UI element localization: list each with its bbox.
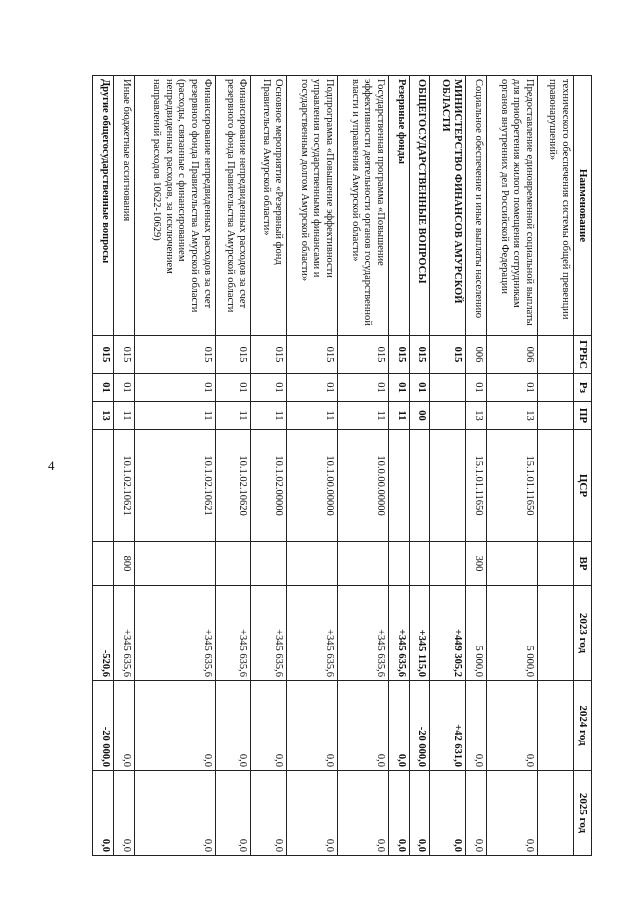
cell-y2023: +345 635,6 <box>287 586 338 681</box>
cell-y2025: 0,0 <box>251 771 287 856</box>
cell-grbs: 015 <box>287 336 338 374</box>
cell-y2023: +345 635,6 <box>215 586 251 681</box>
table-header-row <box>573 76 591 856</box>
cell-y2025: 0,0 <box>337 771 388 856</box>
cell-y2023 <box>537 586 573 681</box>
cell-y2023: 5 000,0 <box>466 586 487 681</box>
table-row <box>537 76 573 856</box>
cell-y2024: 0,0 <box>215 681 251 771</box>
cell-vr <box>430 542 466 586</box>
cell-vr <box>251 542 287 586</box>
cell-pr: 11 <box>337 402 388 430</box>
cell-name: Государственная программа «Повышение эффективности деятельности органов государственной власти и управления Амурской области» <box>337 76 388 336</box>
cell-y2023: +345 635,6 <box>134 586 215 681</box>
cell-name: Иные бюджетные ассигнования <box>113 76 134 336</box>
cell-grbs: 015 <box>337 336 388 374</box>
cell-grbs: 015 <box>388 336 409 374</box>
cell-pr: 13 <box>93 402 114 430</box>
cell-vr <box>409 542 430 586</box>
cell-csr <box>409 430 430 542</box>
cell-y2024: 0,0 <box>287 681 338 771</box>
cell-y2023: +345 115,0 <box>409 586 430 681</box>
table-row <box>215 76 251 856</box>
cell-csr: 10.1.02.10621 <box>134 430 215 542</box>
cell-y2025 <box>537 771 573 856</box>
cell-csr: 10.1.02.10621 <box>113 430 134 542</box>
cell-csr: 10.1.00.00000 <box>287 430 338 542</box>
cell-grbs: 015 <box>113 336 134 374</box>
cell-y2024: 0,0 <box>466 681 487 771</box>
cell-name: технического обеспечения системы общей превенции правонарушений» <box>537 76 573 336</box>
cell-y2023: +449 305,2 <box>430 586 466 681</box>
cell-vr <box>215 542 251 586</box>
cell-y2023: 5 000,0 <box>487 586 538 681</box>
cell-y2024: -20 000,0 <box>409 681 430 771</box>
cell-y2023: +345 635,6 <box>251 586 287 681</box>
table-body <box>93 76 574 856</box>
cell-y2025: 0,0 <box>113 771 134 856</box>
cell-grbs <box>537 336 573 374</box>
cell-y2024: 0,0 <box>337 681 388 771</box>
cell-y2025: 0,0 <box>430 771 466 856</box>
cell-pr: 11 <box>134 402 215 430</box>
cell-y2024: 0,0 <box>134 681 215 771</box>
header-2025: 2025 год <box>573 771 591 856</box>
cell-y2024: 0,0 <box>487 681 538 771</box>
cell-pr: 11 <box>113 402 134 430</box>
cell-y2025: 0,0 <box>134 771 215 856</box>
cell-y2025: 0,0 <box>388 771 409 856</box>
header-name: Наименование <box>573 76 591 336</box>
cell-rz: 01 <box>337 374 388 402</box>
cell-rz: 01 <box>287 374 338 402</box>
cell-y2025: 0,0 <box>215 771 251 856</box>
header-vr: ВР <box>573 542 591 586</box>
cell-y2025: 0,0 <box>93 771 114 856</box>
table-row <box>430 76 466 856</box>
cell-csr <box>430 430 466 542</box>
table-row <box>287 76 338 856</box>
cell-grbs: 015 <box>134 336 215 374</box>
cell-pr: 11 <box>388 402 409 430</box>
cell-name: Резервные фонды <box>388 76 409 336</box>
cell-csr: 10.1.02.00000 <box>251 430 287 542</box>
cell-y2024 <box>537 681 573 771</box>
cell-rz: 01 <box>388 374 409 402</box>
cell-name: Основное мероприятие «Резервный фонд Правительства Амурской области» <box>251 76 287 336</box>
budget-table <box>92 75 592 856</box>
cell-rz <box>430 374 466 402</box>
cell-grbs: 006 <box>487 336 538 374</box>
cell-csr: 15.1.01.11650 <box>466 430 487 542</box>
cell-rz: 01 <box>487 374 538 402</box>
cell-y2025: 0,0 <box>287 771 338 856</box>
cell-grbs: 015 <box>409 336 430 374</box>
cell-y2024: +42 631,0 <box>430 681 466 771</box>
cell-csr: 15.1.01.11650 <box>487 430 538 542</box>
header-grbs: ГРБС <box>573 336 591 374</box>
table-row <box>409 76 430 856</box>
cell-y2023: +345 635,6 <box>388 586 409 681</box>
cell-name: Финансирование непредвиденных расходов за счет резервного фонда Правительства Амурской области <box>215 76 251 336</box>
cell-y2024: 0,0 <box>113 681 134 771</box>
cell-rz: 01 <box>215 374 251 402</box>
header-2023: 2023 год <box>573 586 591 681</box>
cell-pr: 11 <box>251 402 287 430</box>
cell-csr <box>537 430 573 542</box>
header-2024: 2024 год <box>573 681 591 771</box>
cell-y2024: 0,0 <box>388 681 409 771</box>
cell-pr: 00 <box>409 402 430 430</box>
cell-vr <box>487 542 538 586</box>
cell-vr <box>134 542 215 586</box>
cell-name: Подпрограмма «Повышение эффективности управления государственными финансами и государственным долгом Амурской области» <box>287 76 338 336</box>
cell-pr: 11 <box>215 402 251 430</box>
cell-vr <box>388 542 409 586</box>
cell-vr <box>93 542 114 586</box>
cell-vr <box>287 542 338 586</box>
table-row <box>134 76 215 856</box>
cell-csr: 10.0.00.00000 <box>337 430 388 542</box>
cell-y2025: 0,0 <box>466 771 487 856</box>
table-row <box>388 76 409 856</box>
header-pr: ПР <box>573 402 591 430</box>
table-row <box>251 76 287 856</box>
cell-vr: 300 <box>466 542 487 586</box>
cell-y2023: +345 635,6 <box>337 586 388 681</box>
header-rz: Рз <box>573 374 591 402</box>
cell-grbs: 015 <box>215 336 251 374</box>
cell-grbs: 015 <box>430 336 466 374</box>
cell-pr <box>537 402 573 430</box>
cell-name: Финансирование непредвиденных расходов за счет резервного фонда Правительства Амурской области (расходы, связанные с финансированием непредвиденных расходов, за исключением направлений расходов 10622-10629) <box>134 76 215 336</box>
cell-y2023: +345 635,6 <box>113 586 134 681</box>
cell-pr: 13 <box>487 402 538 430</box>
rotated-page-content <box>92 75 592 855</box>
cell-rz: 01 <box>113 374 134 402</box>
cell-y2025: 0,0 <box>409 771 430 856</box>
cell-pr: 13 <box>466 402 487 430</box>
cell-vr <box>337 542 388 586</box>
cell-pr: 11 <box>287 402 338 430</box>
cell-y2025: 0,0 <box>487 771 538 856</box>
table-row <box>487 76 538 856</box>
cell-vr: 800 <box>113 542 134 586</box>
table-row <box>466 76 487 856</box>
header-csr: ЦСР <box>573 430 591 542</box>
cell-csr <box>93 430 114 542</box>
cell-csr: 10.1.02.10620 <box>215 430 251 542</box>
cell-pr <box>430 402 466 430</box>
cell-grbs: 015 <box>93 336 114 374</box>
cell-y2023: -520,6 <box>93 586 114 681</box>
cell-rz: 01 <box>251 374 287 402</box>
cell-csr <box>388 430 409 542</box>
cell-rz: 01 <box>466 374 487 402</box>
table-row <box>93 76 114 856</box>
cell-vr <box>537 542 573 586</box>
cell-name: Социальное обеспечение и иные выплаты населению <box>466 76 487 336</box>
cell-y2024: -20 000,0 <box>93 681 114 771</box>
cell-grbs: 006 <box>466 336 487 374</box>
table-row <box>337 76 388 856</box>
page-number: 4 <box>48 458 55 473</box>
cell-name: ОБЩЕГОСУДАРСТВЕННЫЕ ВОПРОСЫ <box>409 76 430 336</box>
cell-rz: 01 <box>134 374 215 402</box>
cell-rz: 01 <box>409 374 430 402</box>
cell-grbs: 015 <box>251 336 287 374</box>
table-row <box>113 76 134 856</box>
cell-y2024: 0,0 <box>251 681 287 771</box>
cell-name: Предоставление единовременной социальной выплаты для приобретения жилого помещения сотрудникам органов внутренних дел Российской Федерации <box>487 76 538 336</box>
cell-rz <box>537 374 573 402</box>
cell-name: МИНИСТЕРСТВО ФИНАНСОВ АМУРСКОЙ ОБЛАСТИ <box>430 76 466 336</box>
cell-rz: 01 <box>93 374 114 402</box>
cell-name: Другие общегосударственные вопросы <box>93 76 114 336</box>
